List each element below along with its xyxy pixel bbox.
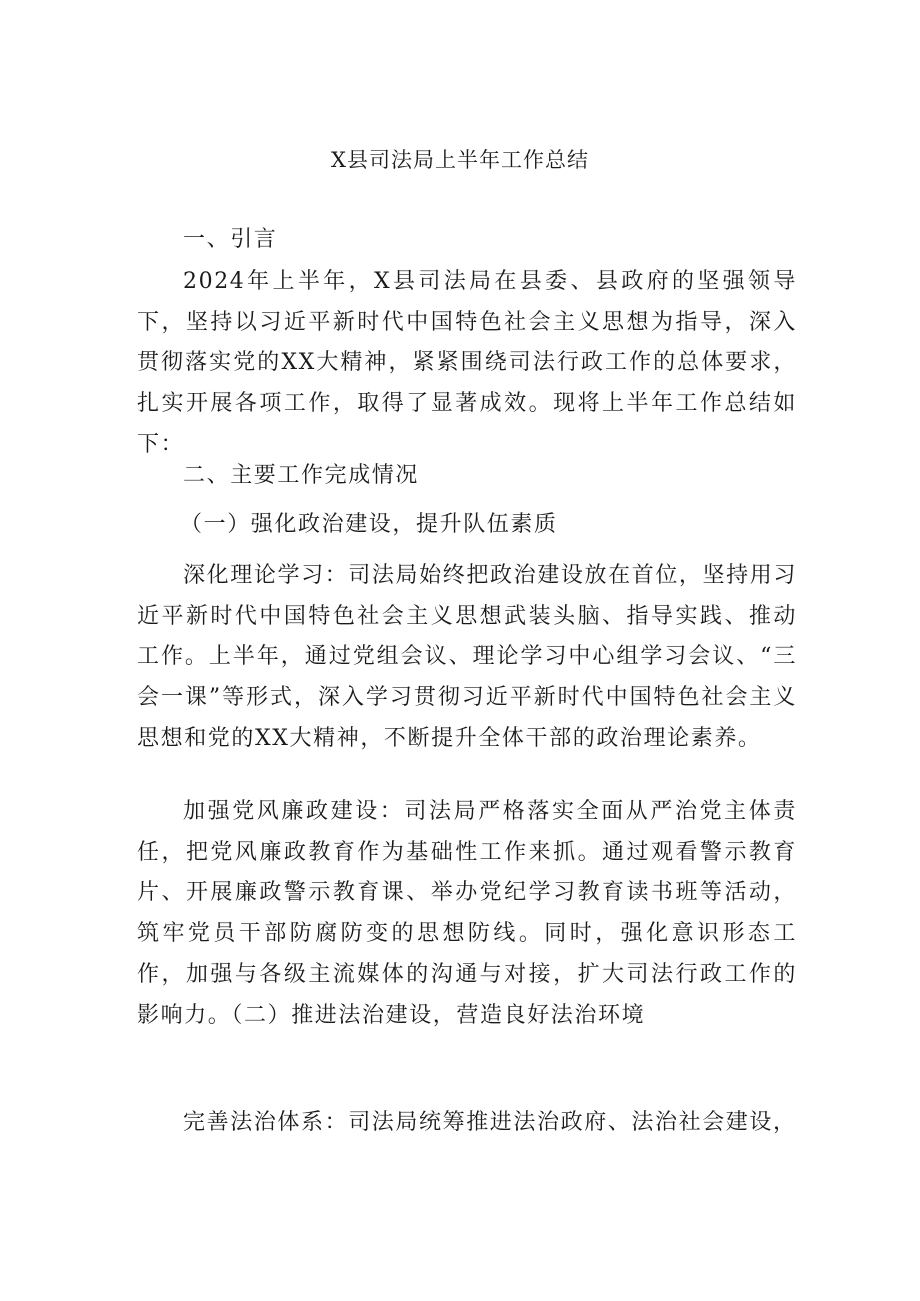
subsection-heading-political: （一）强化政治建设，提升队伍素质 [180,512,558,537]
integrity-paragraph: 加强党风廉政建设：司法局严格落实全面从严治党主体责任，把党风廉政教育作为基础性工作来抓。通过观看警示教育片、开展廉政警示教育课、举办党纪学习教育读书班等活动，筑牢党员干部防腐防变的思想防线。同时，强化意识形态工作，加强与各级主流媒体的沟通与对接，扩大司法行政工作的影响力。（二）推进法治建设，营造良好法治环境 [137,799,797,1028]
section-heading-main-work: 二、主要工作完成情况 [183,463,420,488]
section-heading-intro: 一、引言 [183,227,278,252]
study-paragraph: 深化理论学习：司法局始终把政治建设放在首位，坚持用习近平新时代中国特色社会主义思想武装头脑、指导实践、推动工作。上半年，通过党组会议、理论学习中心组学习会议、“三会一课”等形式，深入学习贯彻习近平新时代中国特色社会主义思想和党的XX大精神，不断提升全体干部的政治理论素养。 [137,563,797,751]
document-title: X县司法局上半年工作总结 [331,148,589,172]
legal-system-paragraph: 完善法治体系：司法局统筹推进法治政府、法治社会建设， [183,1110,797,1135]
intro-paragraph: 2024年上半年，X县司法局在县委、县政府的坚强领导下，坚持以习近平新时代中国特色社会主义思想为指导，深入贯彻落实党的XX大精神，紧紧围绕司法行政工作的总体要求，扎实开展各项工作，取得了显著成效。现将上半年工作总结如下： [137,269,797,457]
